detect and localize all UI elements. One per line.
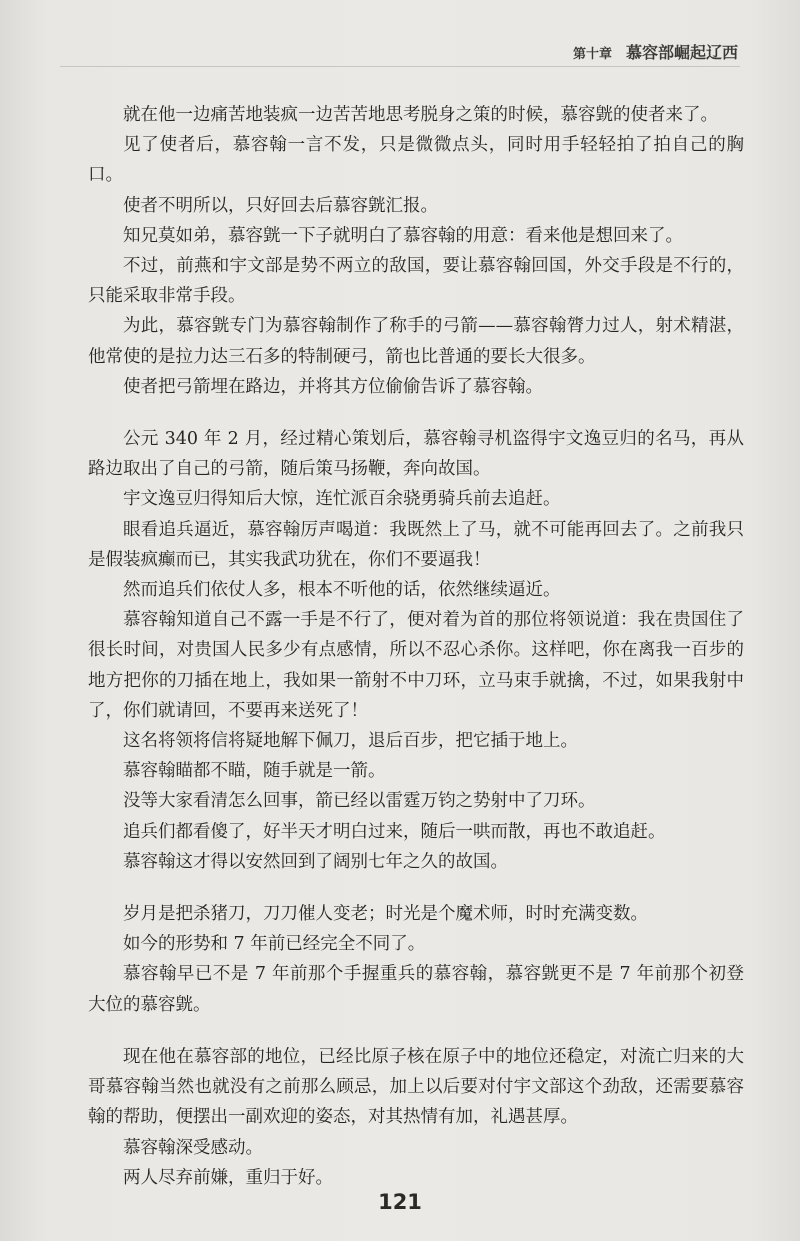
paragraph: 现在他在慕容部的地位，已经比原子核在原子中的地位还稳定，对流亡归来的大哥慕容翰当然也就没有之前那么顾忌，加上以后要对付宇文部这个劲敌，还需要慕容翰的帮助，便摆出一副欢迎的姿态，对其热情有加，礼遇甚厚。 bbox=[88, 1046, 744, 1128]
page-number: 121 bbox=[378, 1190, 422, 1214]
paragraph: 然而追兵们依仗人多，根本不听他的话，依然继续逼近。 bbox=[123, 580, 561, 601]
paragraph: 追兵们都看傻了，好半天才明白过来，随后一哄而散，再也不敢追赶。 bbox=[123, 821, 666, 842]
chapter-title: 慕容部崛起辽西 bbox=[625, 43, 738, 62]
paragraph: 不过，前燕和宇文部是势不两立的敌国，要让慕容翰回国，外交手段是不行的，只能采取非常手段。 bbox=[88, 256, 744, 307]
paragraph: 宇文逸豆归得知后大惊，连忙派百余骁勇骑兵前去追赶。 bbox=[123, 489, 561, 510]
paragraph: 为此，慕容皝专门为慕容翰制作了称手的弓箭——慕容翰膂力过人，射术精湛，他常使的是拉力达三石多的特制硬弓，箭也比普通的要长大很多。 bbox=[88, 316, 744, 367]
paragraph: 就在他一边痛苦地装疯一边苦苦地思考脱身之策的时候，慕容皝的使者来了。 bbox=[123, 105, 718, 125]
paragraph: 见了使者后，慕容翰一言不发，只是微微点头，同时用手轻轻拍了拍自己的胸口。 bbox=[88, 135, 744, 186]
paragraph: 慕容翰这才得以安然回到了阔别七年之久的故国。 bbox=[123, 851, 508, 872]
paragraph: 知兄莫如弟，慕容皝一下子就明白了慕容翰的用意：看来他是想回来了。 bbox=[123, 225, 683, 246]
paragraph: 岁月是把杀猪刀，刀刀催人变老；时光是个魔术师，时时充满变数。 bbox=[123, 904, 648, 925]
paragraph: 使者不明所以，只好回去后慕容皝汇报。 bbox=[123, 195, 438, 216]
paragraph: 慕容翰深受感动。 bbox=[123, 1137, 263, 1158]
paragraph: 这名将领将信将疑地解下佩刀，退后百步，把它插于地上。 bbox=[123, 731, 578, 752]
paragraph: 眼看追兵逼近，慕容翰厉声喝道：我既然上了马，就不可能再回去了。之前我只是假装疯癫而已，其实我武功犹在，你们不要逼我！ bbox=[88, 519, 744, 570]
chapter-number: 第十章 bbox=[572, 47, 612, 62]
paragraph: 慕容翰瞄都不瞄，随手就是一箭。 bbox=[123, 761, 386, 782]
paragraph: 慕容翰知道自己不露一手是不行了，便对着为首的那位将领说道：我在贵国住了很长时间，对贵国人民多少有点感情，所以不忍心杀你。这样吧，你在离我一百步的地方把你的刀插在地上，我如果一箭射不中刀环，立马束手就擒，不过，如果我射中了，你们就请回，不要再来送死了！ bbox=[88, 610, 744, 721]
body-text bbox=[88, 100, 744, 1193]
paragraph: 没等大家看清怎么回事，箭已经以雷霆万钧之势射中了刀环。 bbox=[123, 791, 596, 812]
header-rule bbox=[60, 66, 740, 67]
paragraph: 使者把弓箭埋在路边，并将其方位偷偷告诉了慕容翰。 bbox=[123, 376, 543, 397]
running-head bbox=[573, 40, 738, 63]
paragraph: 两人尽弃前嫌，重归于好。 bbox=[123, 1167, 333, 1188]
paragraph: 公元 340 年 2 月，经过精心策划后，慕容翰寻机盗得宇文逸豆归的名马，再从路边取出了自己的弓箭，随后策马扬鞭，奔向故国。 bbox=[88, 429, 744, 480]
paragraph: 慕容翰早已不是 7 年前那个手握重兵的慕容翰，慕容皝更不是 7 年前那个初登大位的慕容皝。 bbox=[88, 964, 744, 1015]
paragraph: 如今的形势和 7 年前已经完全不同了。 bbox=[123, 934, 426, 955]
